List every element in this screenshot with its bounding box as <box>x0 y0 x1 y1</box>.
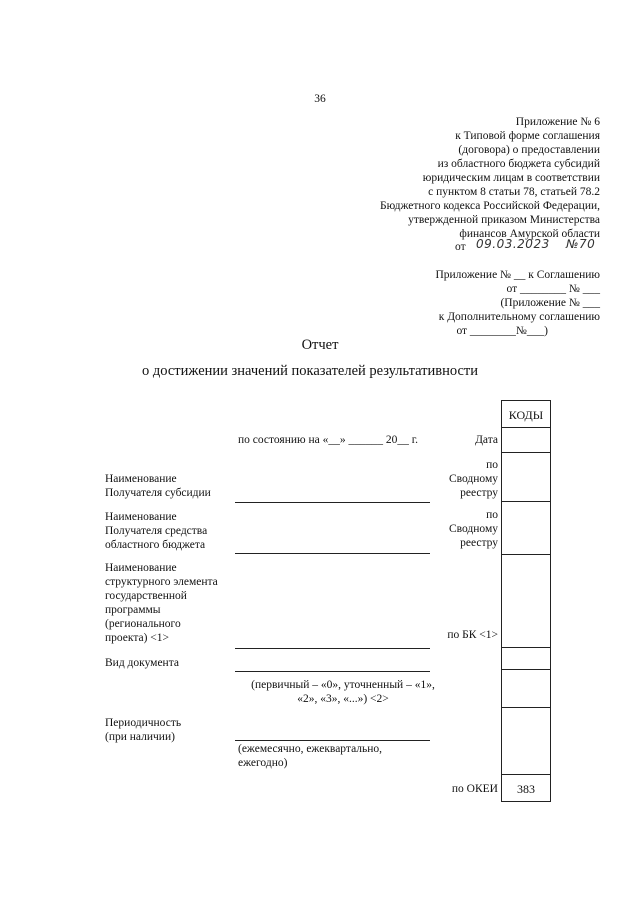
appendix-from-label: от <box>455 241 466 253</box>
periodicity-label: Периодичность (при наличии) <box>105 717 182 743</box>
report-subtitle: о достижении значений показателей результативности <box>141 363 479 379</box>
codes-divider <box>502 647 550 648</box>
codes-divider <box>502 554 550 555</box>
codes-divider <box>502 501 550 502</box>
structural-element-label: Наименование структурного элемента государственной программы (регионального проекта) <1> <box>105 562 218 644</box>
appendix-line: Приложение № 6 <box>515 116 600 128</box>
okei-value: 383 <box>517 782 535 796</box>
page-number: 36 <box>314 93 326 105</box>
bk-code-label: по БК <1> <box>447 629 498 641</box>
appendix-line: (договора) о предоставлении <box>458 144 600 156</box>
codes-divider <box>502 774 550 775</box>
agreement-ref-line: Приложение № __ к Соглашению <box>435 269 600 281</box>
registry-code-label: по Сводному реестру <box>448 459 498 499</box>
appendix-line: из областного бюджета субсидий <box>437 158 600 170</box>
doc-type-label: Вид документа <box>105 657 179 669</box>
structural-element-line <box>235 648 430 649</box>
agreement-ref-line: от ________№___) <box>456 325 548 337</box>
periodicity-line <box>235 740 430 741</box>
agreement-ref-line: к Дополнительному соглашению <box>438 311 600 323</box>
codes-divider <box>502 452 550 453</box>
appendix-header <box>300 115 600 241</box>
agreement-ref-line: от ________ № ___ <box>506 283 600 295</box>
report-title: Отчет <box>301 337 339 353</box>
date-code-label: Дата <box>475 434 498 446</box>
appendix-line: утвержденной приказом Министерства <box>408 214 600 226</box>
periodicity-hint: (ежемесячно, ежеквартально, ежегодно) <box>238 743 383 769</box>
recipient-funds-line <box>235 553 430 554</box>
appendix-line: к Типовой форме соглашения <box>455 130 600 142</box>
registry-code-label: по Сводному реестру <box>448 509 498 549</box>
codes-divider <box>502 669 550 670</box>
appendix-line: юридическим лицам в соответствии <box>422 172 600 184</box>
codes-divider <box>502 707 550 708</box>
recipient-label: Наименование Получателя субсидии <box>105 473 211 499</box>
codes-column <box>501 400 551 802</box>
agreement-ref-line: (Приложение № ___ <box>500 297 600 309</box>
recipient-line <box>235 502 430 503</box>
codes-header: КОДЫ <box>508 408 544 422</box>
agreement-ref <box>330 268 600 338</box>
appendix-line: с пунктом 8 статьи 78, статьей 78.2 <box>428 186 600 198</box>
appendix-line: Бюджетного кодекса Российской Федерации, <box>380 200 600 212</box>
recipient-funds-label: Наименование Получателя средства областного бюджета <box>105 511 208 551</box>
handwritten-date: 09.03.2023 <box>476 237 550 251</box>
handwritten-number: №70 <box>566 237 596 251</box>
doc-type-hint: (первичный – «0», уточненный – «1», «2», «3», «...») <2> <box>251 679 435 705</box>
okei-code-label: по ОКЕИ <box>451 783 498 795</box>
doc-type-line <box>235 671 430 672</box>
date-state: по состоянию на «__» ______ 20__ г. <box>238 434 419 446</box>
appendix-line: финансов Амурской области <box>459 228 600 240</box>
codes-divider <box>502 427 550 428</box>
